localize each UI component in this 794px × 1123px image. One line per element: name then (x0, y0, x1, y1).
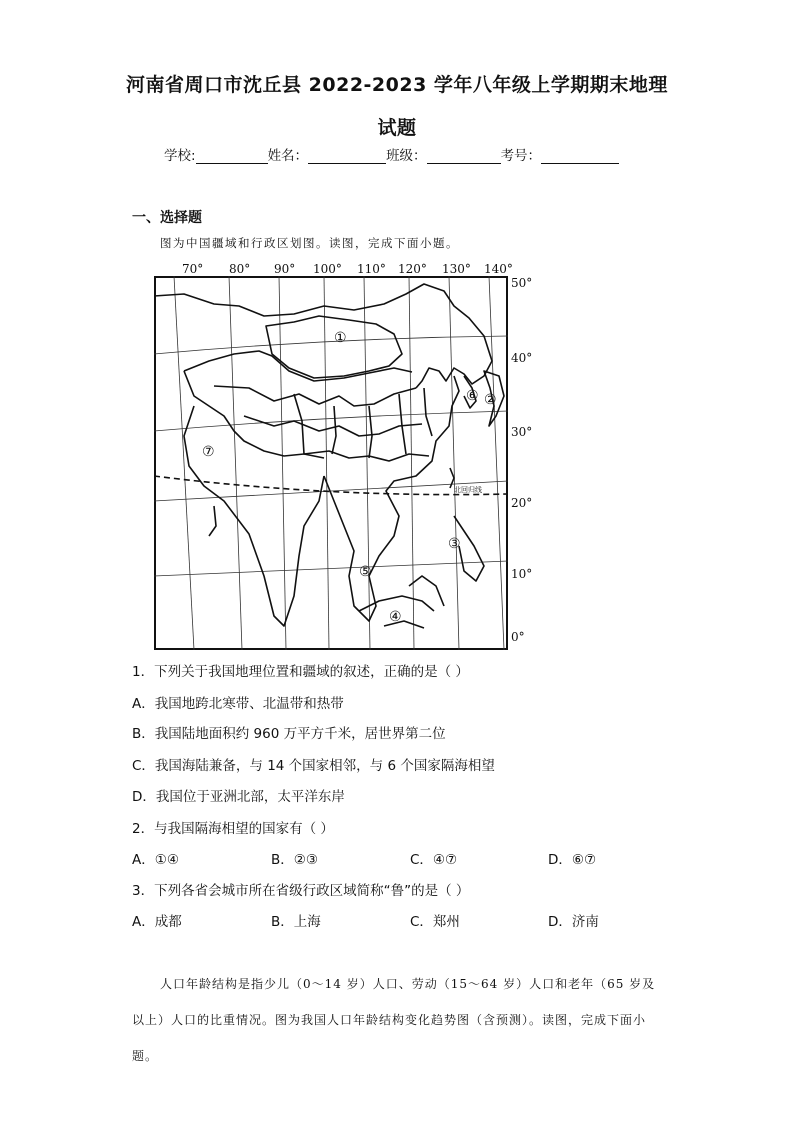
lat-label: 40° (511, 351, 533, 365)
exam-no-label: 考号： (500, 148, 542, 164)
question-3-option-a[interactable]: A．成都 (132, 914, 182, 930)
name-field[interactable] (308, 149, 386, 164)
question-2-stem: 2．与我国隔海相望的国家有（ ） (132, 821, 334, 837)
class-field[interactable] (427, 149, 501, 164)
lat-label: 10° (511, 567, 533, 581)
question-1-option-c[interactable]: C．我国海陆兼备，与 14 个国家相邻，与 6 个国家隔海相望 (132, 758, 495, 774)
question-3-stem: 3．下列各省会城市所在省级行政区域简称“鲁”的是（ ） (132, 883, 470, 899)
map-intro: 图为中国疆域和行政区划图。读图，完成下面小题。 (160, 236, 459, 250)
lat-label: 30° (511, 425, 533, 439)
name-label: 姓名： (267, 148, 309, 164)
lon-label: 80° (229, 262, 251, 276)
population-intro: 人口年龄结构是指少儿（0～14 岁）人口、劳动（15～64 岁）人口和老年（65 岁及以上）人口的比重情况。图为我国人口年龄结构变化趋势图（含预测）。读图，完成下面小题。 (132, 977, 656, 1063)
question-1-option-d[interactable]: D．我国位于亚洲北部，太平洋东岸 (132, 789, 345, 805)
question-1-option-b[interactable]: B．我国陆地面积约 960 万平方千米，居世界第二位 (132, 726, 446, 742)
school-label: 学校: (164, 148, 196, 164)
question-2-option-c[interactable]: C．④⑦ (410, 852, 458, 868)
exam-no-field[interactable] (541, 149, 619, 164)
map-marker-7: ⑦ (202, 444, 215, 460)
lat-label: 50° (511, 276, 533, 290)
lon-label: 90° (274, 262, 296, 276)
map-marker-3: ③ (448, 536, 461, 552)
map-marker-4: ④ (389, 609, 402, 625)
question-2-option-b[interactable]: B．②③ (271, 852, 318, 868)
tropic-label: 北回归线 (454, 486, 482, 494)
lon-label: 130° (442, 262, 471, 276)
question-3-option-c[interactable]: C．郑州 (410, 914, 460, 930)
question-3-option-d[interactable]: D．济南 (548, 914, 599, 930)
map-marker-1: ① (334, 330, 347, 346)
student-info (164, 144, 619, 164)
question-1-stem: 1．下列关于我国地理位置和疆域的叙述，正确的是（ ） (132, 664, 469, 680)
question-1-option-a[interactable]: A．我国地跨北寒带、北温带和热带 (132, 696, 344, 712)
map-marker-6: ⑥ (466, 388, 479, 404)
lon-label: 70° (182, 262, 204, 276)
map-marker-2: ② (484, 392, 497, 408)
section-heading: 一、选择题 (132, 210, 202, 226)
map-marker-5: ⑤ (359, 564, 372, 580)
lon-label: 100° (313, 262, 342, 276)
lon-label: 110° (357, 262, 386, 276)
page-title: 河南省周口市沈丘县 2022-2023 学年八年级上学期期末地理 (126, 74, 668, 96)
question-3-option-b[interactable]: B．上海 (271, 914, 321, 930)
school-field[interactable] (196, 149, 268, 164)
question-2-option-d[interactable]: D．⑥⑦ (548, 852, 597, 868)
china-map (154, 276, 508, 650)
class-label: 班级： (386, 148, 427, 164)
lon-label: 120° (398, 262, 427, 276)
lon-label: 140° (484, 262, 513, 276)
lat-label: 0° (511, 630, 525, 644)
lat-label: 20° (511, 496, 533, 510)
page-title-line2: 试题 (377, 117, 417, 139)
question-2-option-a[interactable]: A．①④ (132, 852, 179, 868)
